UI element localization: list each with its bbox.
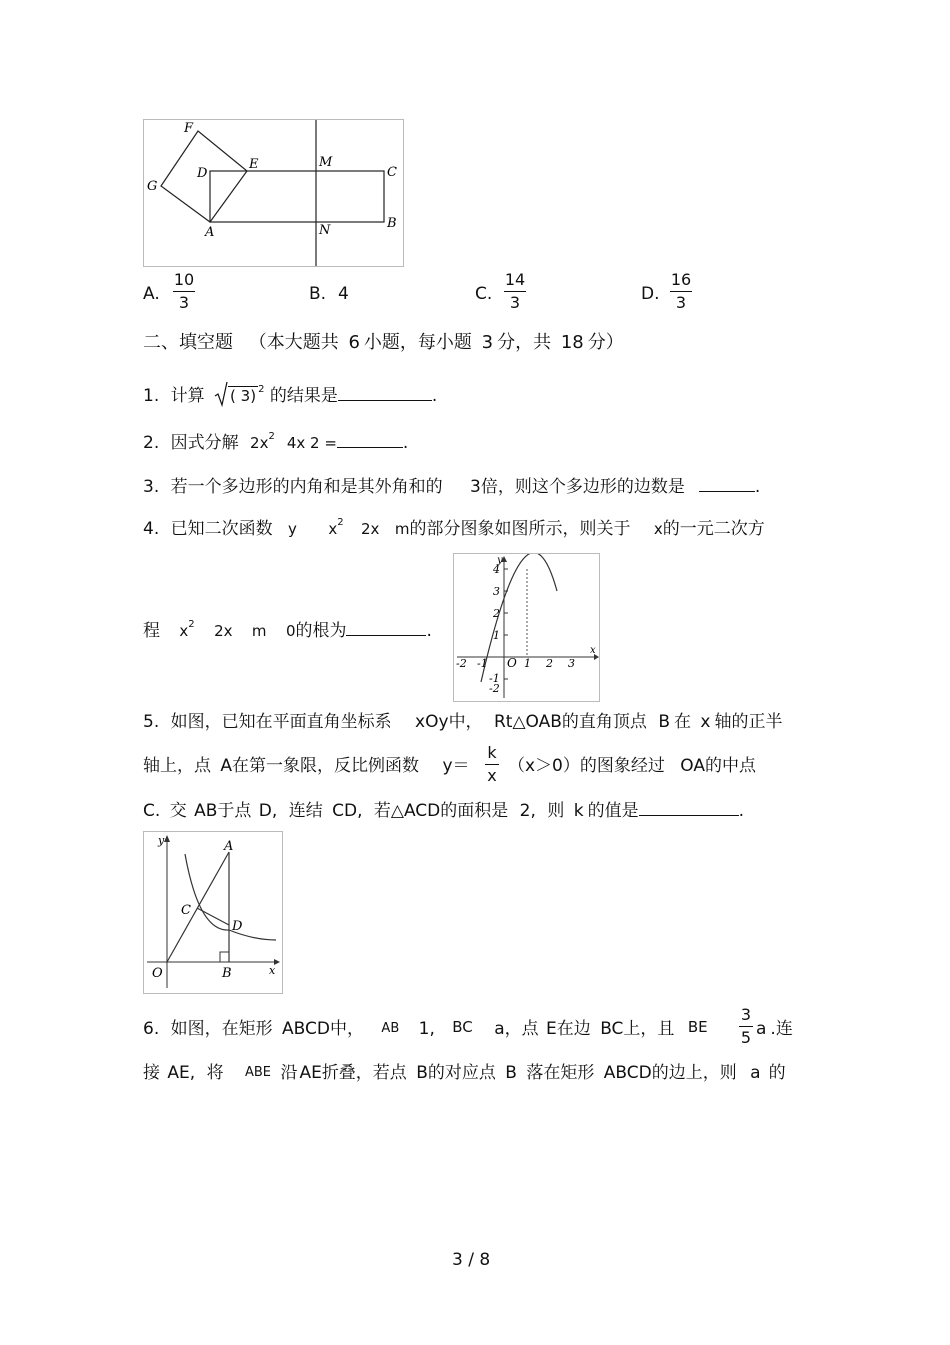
section-note4: 分）: [587, 332, 624, 353]
q5-l2c: 的中点: [705, 756, 757, 776]
q5-l3e: 若△: [373, 801, 404, 821]
q5-cond: （x＞0）的图象经过: [508, 756, 665, 776]
label-N: N: [319, 223, 331, 238]
graph4-ytick-2: 2: [493, 607, 500, 620]
label-B: B: [387, 216, 397, 231]
section-note2: 小题，每小题: [363, 332, 472, 353]
q5-AB: AB: [194, 801, 218, 821]
graph5-O-label: O: [152, 966, 163, 981]
q1-end: .: [431, 386, 438, 406]
q6-BC: BC: [452, 1018, 473, 1036]
graph5-B-label: B: [222, 966, 232, 981]
q5-l3h: 的值是: [587, 801, 639, 821]
parabola-graph: [453, 553, 600, 702]
q6-three-fifths: [739, 1006, 753, 1047]
q6-l1d: 在边: [556, 1019, 591, 1039]
q5-l3a: C.: [143, 801, 161, 821]
hyperbola-graph: [143, 831, 283, 994]
q6-ABE: ABE: [245, 1065, 272, 1080]
q5-yeq: y＝: [442, 756, 470, 776]
section-note: （本大题共: [248, 332, 339, 353]
option-d-letter: D.: [641, 284, 660, 304]
graph4-ytick-1: 1: [493, 629, 500, 642]
label-F: F: [184, 121, 194, 136]
q5-rt: Rt△OAB: [493, 712, 562, 732]
graph4-xtick-3: 3: [568, 657, 575, 670]
q4-rest: 2x: [361, 520, 380, 538]
q3-mult: 3: [470, 477, 481, 497]
graph4-origin: O: [507, 656, 517, 670]
q5-CD: CD,: [332, 801, 363, 821]
q6-one: 1,: [418, 1019, 435, 1039]
q4-eq-zero: 0: [285, 622, 296, 640]
q3-text: 若一个多边形的内角和是其外角和的: [170, 477, 443, 497]
section-heading: [143, 331, 624, 355]
question-6-line-1: [143, 1018, 708, 1042]
q5-l3d: 连结: [288, 801, 323, 821]
q5-l3f: 的面积是: [440, 801, 509, 821]
question-3: [143, 475, 760, 498]
q4-answer-blank[interactable]: [346, 619, 426, 636]
q1-number: 1.: [143, 386, 160, 406]
q6-l2e: 的对应点: [427, 1063, 496, 1083]
q6-l1b: 中，: [330, 1019, 365, 1039]
q5-l3c: 于点: [217, 801, 252, 821]
option-a-den: 3: [178, 293, 190, 312]
q4-x: x: [653, 520, 663, 538]
q6-BC2: BC: [600, 1019, 624, 1039]
q1-exp: 2: [258, 384, 265, 395]
option-d-num: 16: [670, 270, 692, 289]
q2-pre: 因式分解: [170, 433, 239, 453]
q5-xden: x: [487, 766, 497, 785]
q5-ACD: ACD: [403, 801, 441, 821]
graph4-ytick-neg2: -2: [489, 682, 500, 695]
graph4-xtick-1: 1: [524, 657, 531, 670]
graph4-x-axis-label: x: [590, 645, 596, 656]
q6-l2c: 沿: [280, 1063, 298, 1083]
q6-l1e: 上，且: [623, 1019, 675, 1039]
q6-l2f: 落在矩形: [526, 1063, 595, 1083]
q6-AE: AE,: [167, 1063, 196, 1083]
q6-abcd: ABCD: [282, 1019, 331, 1039]
q5-l1c: 的直角顶点: [561, 712, 647, 732]
q2-expr2: 4x 2 =: [286, 434, 337, 452]
q5-k: k: [487, 743, 497, 762]
q1-radicand: ( 3): [230, 387, 257, 405]
q2-end: .: [402, 433, 409, 453]
option-c-letter: C.: [475, 284, 493, 304]
graph4-xtick-2: 2: [546, 657, 553, 670]
q5-l3b: 交: [169, 801, 187, 821]
q4-text2: 的部分图象如图所示，则关于: [409, 519, 631, 539]
q5-xoy: xOy: [415, 712, 449, 732]
q6-den5: 5: [740, 1028, 752, 1047]
geometry-figure-1: [144, 120, 403, 266]
parabola-svg: [454, 554, 599, 701]
q5-A: A: [220, 756, 233, 776]
q4-text: 已知二次函数: [170, 519, 273, 539]
q4-x2: x: [328, 520, 338, 538]
q6-l2a: 接: [143, 1063, 160, 1083]
label-M: M: [319, 155, 333, 170]
q5-l2b: 在第一象限，反比例函数: [232, 756, 420, 776]
graph5-A-label: A: [224, 839, 234, 854]
q5-number: 5.: [143, 712, 160, 732]
question-5-line-2: [143, 755, 470, 777]
q6-B2: B: [505, 1063, 517, 1083]
section-note3: 分，共: [497, 332, 552, 353]
q6-l1f: .连: [770, 1019, 793, 1039]
q5-l1b: 中，: [448, 712, 483, 732]
q2-expr: 2x: [250, 434, 269, 452]
question-5-line-3: [143, 799, 744, 822]
q6-l1a: 如图，在矩形: [170, 1019, 273, 1039]
q6-ABCD2: ABCD: [603, 1063, 652, 1083]
sqrt-icon: [214, 381, 228, 407]
section-count: 6: [348, 332, 360, 353]
section-points: 3: [481, 332, 494, 353]
q4-m: m: [394, 520, 410, 538]
q3-end: .: [754, 477, 761, 497]
option-a-letter: A.: [143, 284, 160, 304]
q6-E: E: [546, 1019, 557, 1039]
q3-text2: 倍，则这个多边形的边数是: [480, 477, 685, 497]
label-C: C: [387, 165, 397, 180]
question-2: [143, 431, 408, 457]
q6-l2h: 的: [768, 1063, 786, 1083]
figure-rectangle-square: [143, 119, 404, 267]
question-6-line-2: [143, 1062, 786, 1086]
q4-end: .: [426, 621, 432, 641]
q5-answer-blank[interactable]: [639, 799, 739, 816]
q5-l1d: 在: [673, 712, 691, 732]
option-d-fraction: [670, 271, 692, 312]
q6-BE: BE: [687, 1018, 708, 1036]
q4-line2-pre: 程: [143, 621, 160, 641]
graph5-y-label: y: [158, 834, 165, 847]
q5-B: B: [658, 712, 670, 732]
q6-num3: 3: [740, 1005, 752, 1024]
q4-number: 4.: [143, 519, 160, 539]
q3-answer-blank[interactable]: [699, 475, 755, 492]
page-number: 3 / 8: [452, 1250, 491, 1270]
q5-two: 2,: [519, 801, 536, 821]
q6-l1c: ，点: [504, 1019, 539, 1039]
question-1: [143, 381, 437, 410]
graph5-C-label: C: [181, 903, 191, 918]
q6-B: B: [416, 1063, 428, 1083]
q6-number: 6.: [143, 1019, 160, 1039]
graph4-ytick-4: 4: [493, 563, 500, 576]
q6-a3: a: [750, 1063, 761, 1083]
q6-l2b: 将: [206, 1063, 224, 1083]
question-4-line-1: [143, 518, 765, 543]
q5-l2a: 轴上，点: [143, 756, 211, 776]
q6-a2: a: [756, 1019, 767, 1039]
option-a-num: 10: [173, 270, 195, 289]
graph4-xtick-neg2: -2: [456, 657, 467, 670]
q3-number: 3.: [143, 477, 160, 497]
q5-D: D,: [258, 801, 278, 821]
q5-l1a: 如图，已知在平面直角坐标系: [170, 712, 392, 732]
q4-text3: 的一元二次方: [662, 519, 765, 539]
q2-answer-blank[interactable]: [337, 431, 403, 448]
q5-k-over-x: [485, 744, 499, 785]
q4-eq-m: m: [251, 622, 267, 640]
q1-post: 的结果是: [269, 386, 338, 406]
question-6-line-1b: [756, 1018, 793, 1040]
option-a-fraction: [173, 271, 195, 312]
q5-kk: k: [573, 801, 584, 821]
option-b-value: 4: [338, 284, 349, 304]
q4-line2-post: 的根为: [295, 621, 347, 641]
option-b-letter: B.: [309, 284, 327, 304]
q1-radical: [214, 381, 264, 410]
graph4-y-axis-label: y: [497, 555, 503, 566]
option-c-num: 14: [504, 270, 526, 289]
hyperbola-svg: [144, 832, 282, 993]
q6-l2g: 的边上，则: [651, 1063, 737, 1083]
q6-AE2: AE: [299, 1063, 322, 1083]
option-d-den: 3: [675, 293, 687, 312]
graph4-xtick-neg1: -1: [477, 657, 488, 670]
graph5-D-label: D: [232, 919, 243, 934]
section-title: 二、填空题: [143, 332, 233, 353]
q2-number: 2.: [143, 433, 160, 453]
label-A: A: [205, 225, 215, 240]
option-c-den: 3: [509, 293, 521, 312]
question-4-line-2: [143, 619, 432, 645]
q6-a: a: [494, 1019, 505, 1039]
label-D: D: [197, 166, 208, 181]
q4-exp: 2: [337, 517, 344, 528]
question-5-line-1: [143, 711, 782, 733]
q4-eq-rest: 2x: [214, 622, 233, 640]
option-c-fraction: [504, 271, 526, 312]
q1-answer-blank[interactable]: [338, 384, 432, 401]
q4-eq-exp: 2: [188, 619, 195, 630]
section-total: 18: [560, 332, 584, 353]
graph5-x-label: x: [269, 964, 276, 977]
q4-eq-x: x: [179, 622, 189, 640]
q6-l2d: 折叠，若点: [321, 1063, 407, 1083]
q5-OA: OA: [680, 756, 706, 776]
q1-pre: 计算: [170, 386, 205, 406]
q5-l3g: 则: [547, 801, 565, 821]
graph4-ytick-3: 3: [493, 585, 500, 598]
q4-y: y: [288, 520, 297, 538]
label-E: E: [249, 157, 259, 172]
q5-x: x: [700, 712, 711, 732]
question-5-line-2b: [508, 755, 756, 777]
label-G: G: [147, 179, 158, 194]
q5-end: .: [738, 801, 744, 821]
q5-l1e: 轴的正半: [714, 712, 783, 732]
graph4-ytick-neg1: -1: [489, 672, 500, 685]
q2-exp: 2: [268, 431, 275, 442]
q6-AB: AB: [381, 1021, 400, 1036]
